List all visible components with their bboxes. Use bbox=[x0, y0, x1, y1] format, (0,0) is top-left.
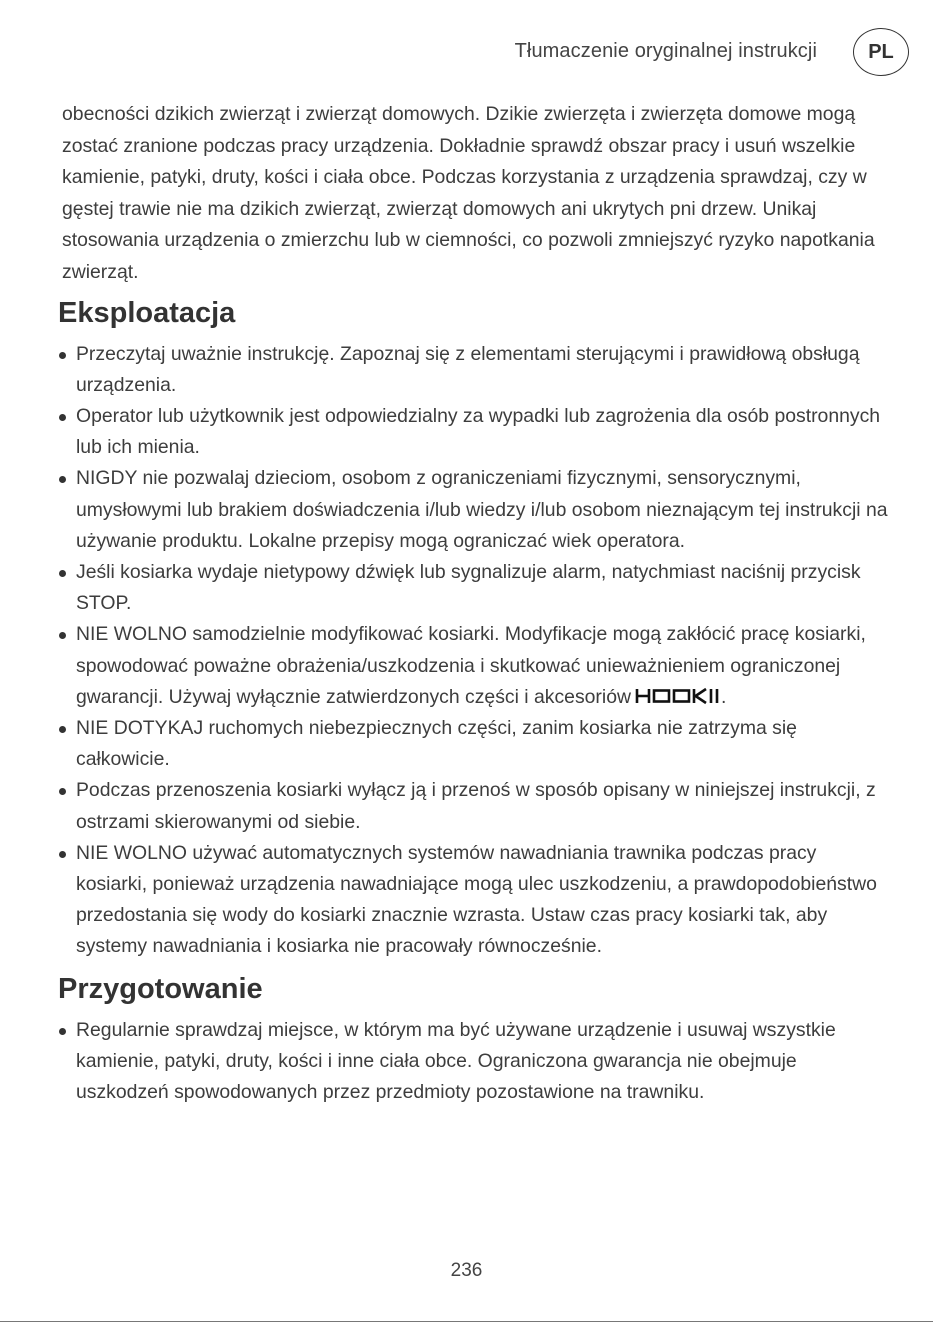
list-item bbox=[58, 838, 888, 963]
list-item bbox=[58, 557, 888, 619]
list-item bbox=[58, 401, 888, 463]
list-item-text: Podczas przenoszenia kosiarki wyłącz ją i przenoś w sposób opisany w niniejszej instrukcji, z ostrzami skierowanymi od siebie. bbox=[76, 779, 876, 833]
list-item-text: Przeczytaj uważnie instrukcję. Zapoznaj się z elementami sterującymi i prawidłową obsługą urządzenia. bbox=[76, 342, 860, 396]
list-item-text: NIE DOTYKAJ ruchomych niebezpiecznych części, zanim kosiarka nie zatrzyma się całkowicie. bbox=[76, 717, 797, 771]
hookii-logo-icon bbox=[635, 687, 721, 705]
period-glyph: . bbox=[720, 685, 727, 708]
list-item-text: NIE WOLNO samodzielnie modyfikować kosiarki. Modyfikacje mogą zakłócić pracę kosiarki, spowodować poważne obrażenia/uszkodzenia i skutkować unieważnieniem ograniczonej gwarancji. Używaj wyłącznie zatwierdzonych części i akcesoriów bbox=[76, 623, 866, 708]
list-item bbox=[58, 1015, 888, 1109]
list-item bbox=[58, 713, 888, 775]
page-content bbox=[58, 99, 888, 1108]
language-badge: PL bbox=[853, 28, 909, 76]
list-item-text: Operator lub użytkownik jest odpowiedzialny za wypadki lub zagrożenia dla osób postronnych lub ich mienia. bbox=[76, 404, 881, 459]
list-item-text: Regularnie sprawdzaj miejsce, w którym ma być używane urządzenie i usuwaj wszystkie kamienie, patyki, druty, kości i inne ciała obce. Ograniczona gwarancja nie obejmuje uszkodzeń spowodowanych przez przedmioty pozostawione na trawniku. bbox=[76, 1018, 836, 1104]
section-heading-przygotowanie: Przygotowanie bbox=[58, 972, 263, 1005]
list-item-text: NIGDY nie pozwalaj dzieciom, osobom z ograniczeniami fizycznymi, sensorycznymi, umysłowymi lub brakiem doświadczenia i/lub wiedzy i/lub osobom nieznającym tej instrukcji na używanie produktu. Lokalne przepisy mogą ograniczać wiek operatora. bbox=[76, 467, 888, 552]
bottom-divider bbox=[0, 1321, 933, 1322]
eksploatacja-list bbox=[58, 339, 888, 963]
intro-paragraph: obecności dzikich zwierząt i zwierząt domowych. Dzikie zwierzęta i zwierzęta domowe mogą zostać zranione podczas pracy urządzenia. Dokładnie sprawdź obszar pracy i usuń wszelkie kamienie, patyki, druty, kości i ciała obce. Podczas korzystania z urządzenia sprawdzaj, czy w gęstej trawie nie ma dzikich zwierząt, zwierząt domowych ani ukrytych pni drzew. Unikaj stosowania urządzenia o zmierzchu lub w ciemności, co pozwoli zmniejszyć ryzyko napotkania zwierząt. bbox=[62, 103, 875, 283]
list-item bbox=[58, 775, 888, 837]
list-item bbox=[58, 463, 888, 557]
page-header bbox=[0, 28, 933, 78]
przygotowanie-list bbox=[58, 1015, 888, 1109]
document-title: Tłumaczenie oryginalnej instrukcji bbox=[514, 40, 817, 62]
list-item-text: Jeśli kosiarka wydaje nietypowy dźwięk lub sygnalizuje alarm, natychmiast naciśnij przycisk STOP. bbox=[76, 560, 861, 615]
list-item bbox=[58, 339, 888, 401]
list-item bbox=[58, 619, 888, 713]
page-number: 236 bbox=[450, 1260, 483, 1281]
section-heading-eksploatacja: Eksploatacja bbox=[58, 296, 236, 329]
list-item-text: NIE WOLNO używać automatycznych systemów nawadniania trawnika podczas pracy kosiarki, ponieważ urządzenia nawadniające mogą ulec uszkodzeniu, a prawdopodobieństwo przedostania się wody do kosiarki znacznie wzrasta. Ustaw czas pracy kosiarki tak, aby systemy nawadniania i kosiarka nie pracowały równocześnie. bbox=[76, 841, 877, 958]
